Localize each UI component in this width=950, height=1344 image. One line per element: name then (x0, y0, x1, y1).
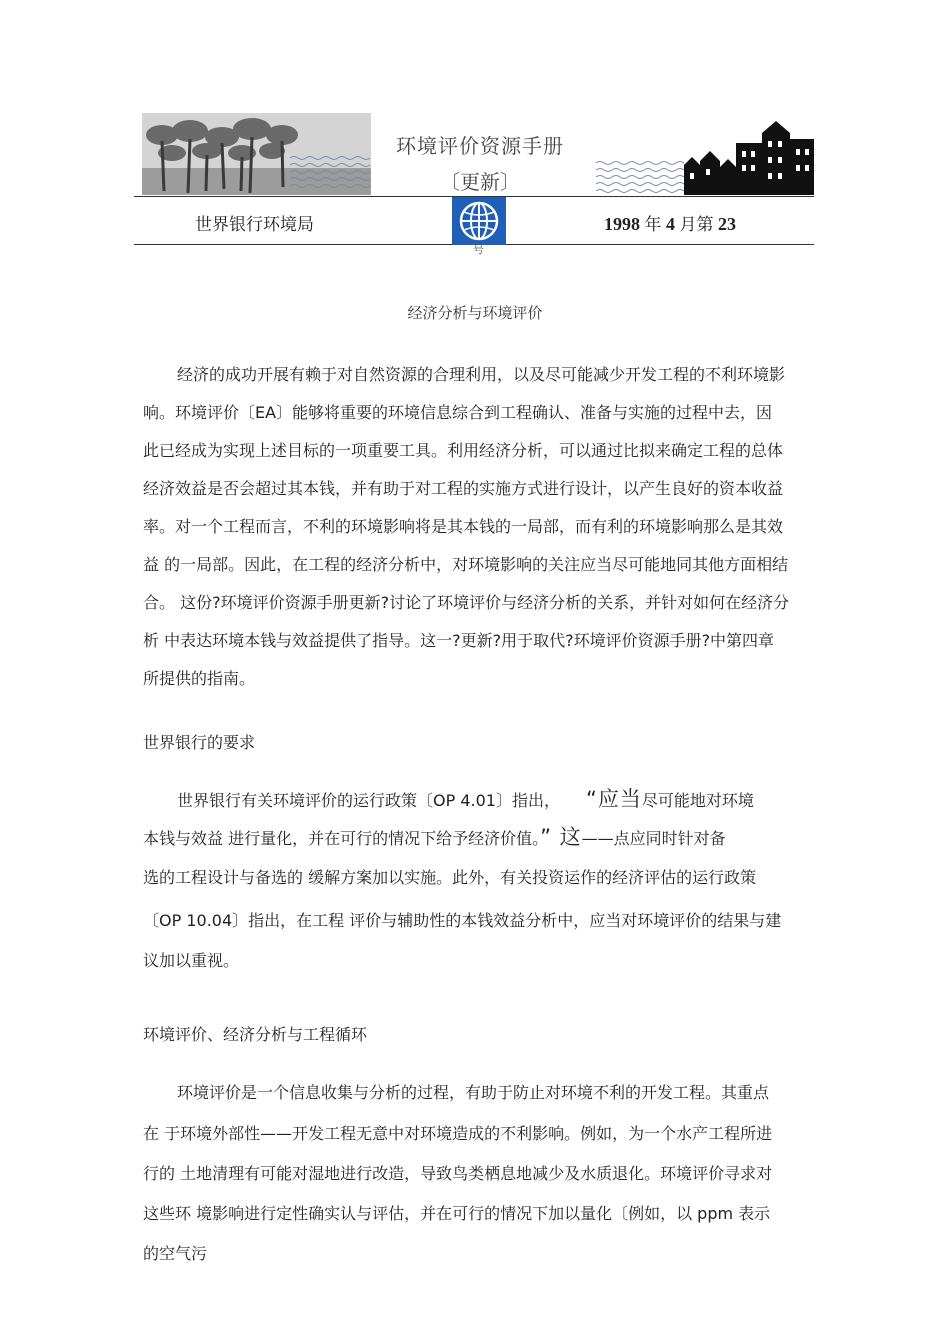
date-year: 1998 (604, 214, 640, 234)
publication-subtitle: 〔更新〕 (440, 170, 520, 194)
paragraph-requirements (143, 780, 823, 980)
date-month-unit: 月第 (679, 215, 714, 235)
date-issue: 23 (718, 214, 736, 234)
text-line: 率。对一个工程而言，不利的环境影响将是其本钱的一局部，而有利的环境影响那么是其效 (143, 517, 784, 536)
text-line: 经济效益是否会超过其本钱，并有助于对工程的实施方式进行设计，以产生良好的资本收益 (143, 479, 784, 498)
text-line: 合。 这份?环境评价资源手册更新?讨论了环境评价与经济分析的关系，并针对如何在经济分 (143, 593, 790, 612)
text-line: 议加以重视。 (143, 951, 240, 970)
date-year-unit: 年 (644, 215, 662, 235)
text-line: 所提供的指南。 (143, 669, 256, 688)
forest-illustration (142, 113, 371, 195)
text-segment: 世界银行有关环境评价的运行政策〔OP 4.01〕指出， (177, 791, 560, 810)
date-month: 4 (666, 214, 675, 234)
quoted-text: ” 这 (540, 825, 582, 849)
text-segment: 本钱与效益 进行量化，并在可行的情况下给予经济价值。 (143, 829, 541, 848)
text-line: 此已经成为实现上述目标的一项重要工具。利用经济分析，可以通过比拟来确定工程的总体 (143, 441, 784, 460)
text-line: 选的工程设计与备选的 缓解方案加以实施。此外，有关投资运作的经济评估的运行政策 (143, 868, 757, 887)
text-line: 析 中表达环境本钱与效益提供了指导。这一?更新?用于取代?环境评价资源手册?中第四章 (143, 631, 775, 650)
paragraph-environmental-assessment (143, 1072, 823, 1274)
text-line: 这些环 境影响进行定性确实认与评估，并在可行的情况下加以量化〔例如，以 ppm 表示 (143, 1204, 771, 1223)
quoted-text: “应当 (585, 787, 642, 811)
text-line: 在 于环境外部性——开发工程无意中对环境造成的不利影响。例如，为一个水产工程所进 (143, 1124, 773, 1143)
text-line: 〔OP 10.04〕指出，在工程 评价与辅助性的本钱效益分析中，应当对环境评价的结果与建 (143, 911, 782, 930)
text-line: 响。环境评价〔EA〕能够将重要的环境信息综合到工程确认、准备与实施的过程中去，因 (143, 403, 773, 422)
text-line: 的空气污 (143, 1244, 208, 1263)
text-segment: ——点应同时针对备 (581, 829, 726, 848)
paragraph-intro (143, 356, 823, 698)
section-heading-requirements: 世界银行的要求 (143, 733, 256, 752)
text-line (143, 780, 823, 818)
publication-title: 环境评价资源手册 (396, 134, 564, 158)
section-heading-cycle: 环境评价、经济分析与工程循环 (143, 1025, 368, 1044)
world-bank-globe-icon (452, 197, 506, 245)
city-skyline-illustration (596, 113, 814, 195)
text-line: 环境评价是一个信息收集与分析的过程，有助于防止对环境不利的开发工程。其重点 (177, 1083, 770, 1102)
document-title: 经济分析与环境评价 (407, 304, 543, 322)
text-segment: 尽可能地对环境 (641, 791, 754, 810)
department-name: 世界银行环境局 (195, 215, 314, 235)
issue-date (604, 210, 736, 235)
text-line: 经济的成功开展有赖于对自然资源的合理利用，以及尽可能减少开发工程的不利环境影 (177, 365, 786, 384)
text-line: 益 的一局部。因此，在工程的经济分析中，对环境影响的关注应当尽可能地同其他方面相结 (143, 555, 789, 574)
text-line: 行的 土地清理有可能对湿地进行改造，导致鸟类栖息地减少及水质退化。环境评价寻求对 (143, 1164, 773, 1183)
text-line (143, 818, 823, 856)
issue-suffix: 号 (473, 244, 484, 256)
